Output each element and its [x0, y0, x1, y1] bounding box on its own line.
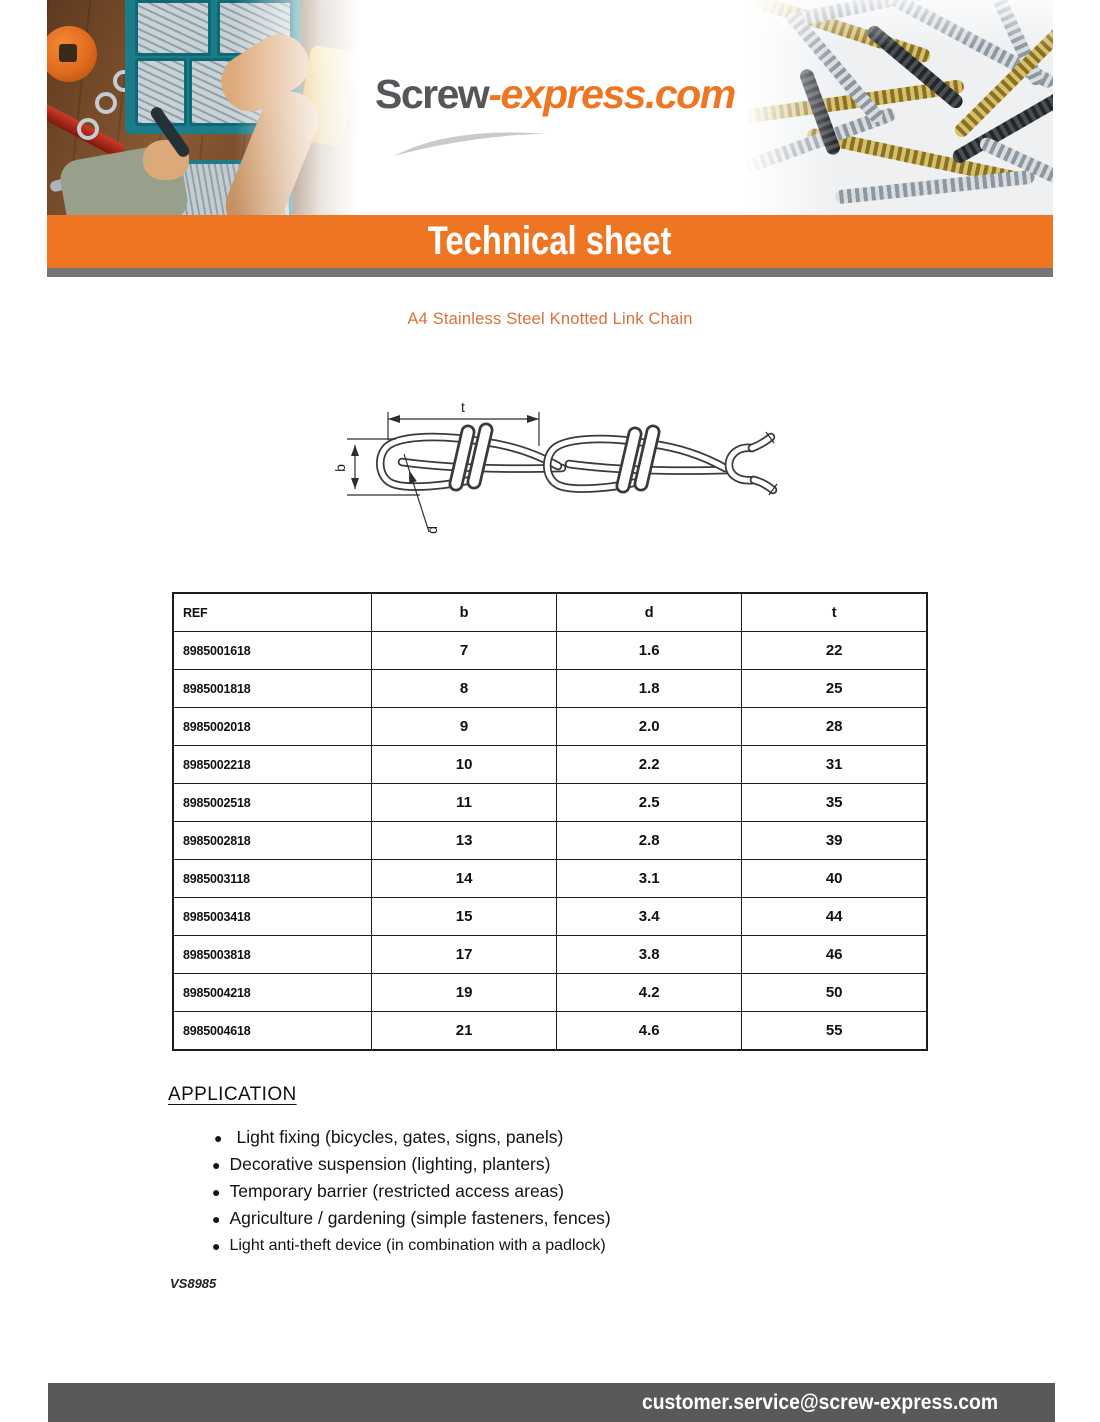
application-item-text: Temporary barrier (restricted access areas) — [229, 1181, 565, 1201]
value-cell: 17 — [372, 936, 557, 974]
application-item-text: Light fixing (bicycles, gates, signs, panels) — [236, 1127, 564, 1147]
column-header-t: t — [742, 593, 927, 632]
application-item — [212, 1232, 611, 1259]
value-cell: 2.0 — [557, 708, 742, 746]
photo-fade — [47, 0, 359, 215]
logo-text — [375, 71, 735, 117]
value-cell: 1.8 — [557, 670, 742, 708]
value-cell: 11 — [372, 784, 557, 822]
value-cell: 14 — [372, 860, 557, 898]
table-row — [173, 632, 927, 670]
application-item — [212, 1151, 611, 1178]
ref-cell: 8985002218 — [173, 746, 372, 784]
bullet-icon: ● — [214, 1129, 223, 1146]
value-cell: 1.6 — [557, 632, 742, 670]
value-cell: 55 — [742, 1012, 927, 1051]
table-row — [173, 936, 927, 974]
bullet-icon: ● — [212, 1156, 221, 1173]
application-item-text: Light anti-theft device (in combination with a padlock) — [229, 1237, 606, 1254]
ref-cell: 8985002818 — [173, 822, 372, 860]
value-cell: 4.6 — [557, 1012, 742, 1051]
ref-cell: 8985004618 — [173, 1012, 372, 1051]
table-row — [173, 746, 927, 784]
ref-cell: 8985001818 — [173, 670, 372, 708]
ref-cell: 8985002518 — [173, 784, 372, 822]
photo-fade — [745, 0, 1053, 215]
value-cell: 7 — [372, 632, 557, 670]
bullet-icon: ● — [212, 1183, 221, 1200]
value-cell: 35 — [742, 784, 927, 822]
application-item — [212, 1178, 611, 1205]
value-cell: 25 — [742, 670, 927, 708]
spec-table-body — [173, 632, 927, 1051]
table-row — [173, 1012, 927, 1051]
footer-bar — [48, 1383, 1055, 1422]
screws-photo — [745, 0, 1053, 215]
value-cell: 4.2 — [557, 974, 742, 1012]
value-cell: 8 — [372, 670, 557, 708]
value-cell: 2.5 — [557, 784, 742, 822]
brand-logo — [375, 71, 735, 117]
value-cell: 28 — [742, 708, 927, 746]
table-row — [173, 822, 927, 860]
application-item-text: Agriculture / gardening (simple fasteners, fences) — [229, 1208, 611, 1228]
value-cell: 3.8 — [557, 936, 742, 974]
value-cell: 9 — [372, 708, 557, 746]
label-b: b — [332, 464, 348, 472]
ref-cell: 8985001618 — [173, 632, 372, 670]
label-t: t — [461, 399, 465, 415]
column-header-b: b — [372, 593, 557, 632]
ref-cell: 8985003818 — [173, 936, 372, 974]
footer-email: customer.service@screw-express.com — [641, 1391, 998, 1414]
value-cell: 2.8 — [557, 822, 742, 860]
table-row — [173, 708, 927, 746]
table-row — [173, 670, 927, 708]
banner-technical-sheet — [47, 215, 1053, 268]
table-row — [173, 860, 927, 898]
bullet-icon: ● — [212, 1210, 221, 1227]
value-cell: 19 — [372, 974, 557, 1012]
workbench-photo — [47, 0, 359, 215]
value-cell: 15 — [372, 898, 557, 936]
value-cell: 50 — [742, 974, 927, 1012]
logo-text-screw: Screw — [375, 71, 489, 117]
value-cell: 21 — [372, 1012, 557, 1051]
spec-table — [172, 592, 928, 1051]
value-cell: 10 — [372, 746, 557, 784]
spec-table-header-row — [173, 593, 927, 632]
application-heading: APPLICATION — [168, 1084, 297, 1105]
ref-cell: 8985003118 — [173, 860, 372, 898]
table-row — [173, 898, 927, 936]
application-item-text: Decorative suspension (lighting, planters) — [229, 1154, 551, 1174]
chain-links — [380, 430, 777, 495]
product-title: A4 Stainless Steel Knotted Link Chain — [407, 310, 693, 328]
ref-cell: 8985003418 — [173, 898, 372, 936]
column-header-d: d — [557, 593, 742, 632]
application-item — [212, 1205, 611, 1232]
value-cell: 3.4 — [557, 898, 742, 936]
table-row — [173, 784, 927, 822]
value-cell: 2.2 — [557, 746, 742, 784]
table-row — [173, 974, 927, 1012]
value-cell: 22 — [742, 632, 927, 670]
logo-text-express: -express.com — [488, 71, 735, 117]
value-cell: 31 — [742, 746, 927, 784]
version-code: VS8985 — [170, 1276, 217, 1291]
value-cell: 13 — [372, 822, 557, 860]
value-cell: 44 — [742, 898, 927, 936]
value-cell: 39 — [742, 822, 927, 860]
value-cell: 46 — [742, 936, 927, 974]
bullet-icon: ● — [212, 1237, 221, 1254]
banner-title: Technical sheet — [428, 219, 672, 263]
ref-cell: 8985004218 — [173, 974, 372, 1012]
ref-cell: 8985002018 — [173, 708, 372, 746]
label-d: d — [424, 526, 440, 534]
chain-technical-drawing — [300, 382, 800, 567]
column-header-ref: REF — [173, 593, 372, 632]
value-cell: 40 — [742, 860, 927, 898]
banner-divider — [47, 268, 1053, 277]
value-cell: 3.1 — [557, 860, 742, 898]
logo-swoosh-icon — [394, 130, 547, 158]
application-item — [212, 1124, 611, 1151]
application-list — [212, 1124, 611, 1259]
